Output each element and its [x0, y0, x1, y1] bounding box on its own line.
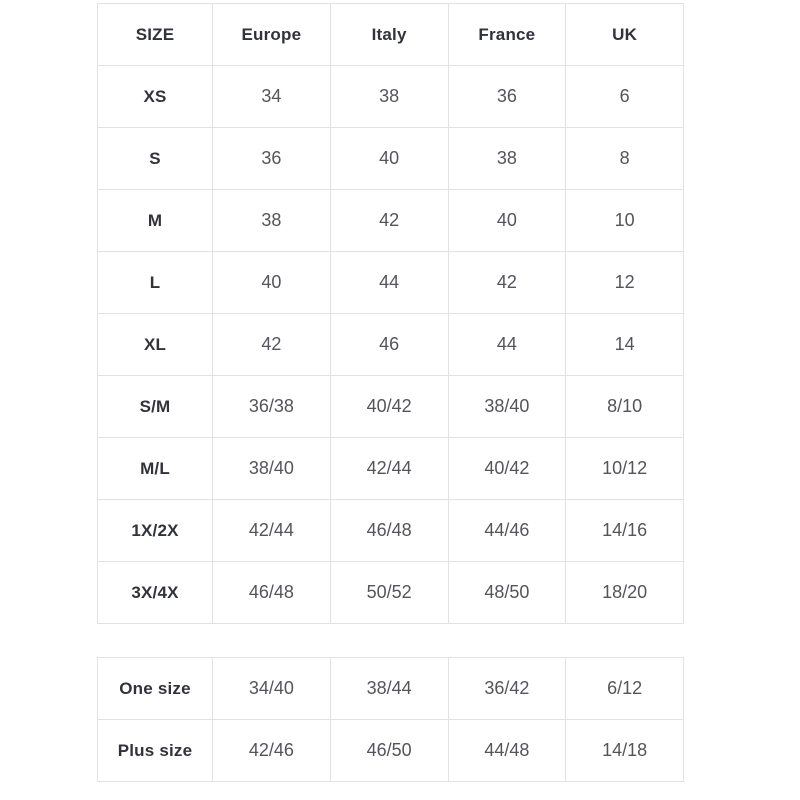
size-value-cell: 10/12	[566, 438, 684, 500]
header-cell-italy: Italy	[330, 4, 448, 66]
size-label-cell: L	[98, 252, 213, 314]
size-value-cell: 8	[566, 128, 684, 190]
header-cell-france: France	[448, 4, 566, 66]
size-conversion-table-header	[98, 4, 684, 66]
size-value-cell: 38	[213, 190, 331, 252]
size-value-cell: 8/10	[566, 376, 684, 438]
size-value-cell: 44/48	[448, 720, 566, 782]
size-value-cell: 18/20	[566, 562, 684, 624]
size-label-cell: XS	[98, 66, 213, 128]
size-value-cell: 42/44	[330, 438, 448, 500]
size-value-cell: 6/12	[566, 658, 684, 720]
size-value-cell: 36	[213, 128, 331, 190]
size-value-cell: 42	[330, 190, 448, 252]
size-value-cell: 36	[448, 66, 566, 128]
size-label-cell: S/M	[98, 376, 213, 438]
size-value-cell: 42/46	[213, 720, 331, 782]
size-label-cell: 3X/4X	[98, 562, 213, 624]
size-value-cell: 44	[330, 252, 448, 314]
size-value-cell: 40	[213, 252, 331, 314]
size-value-cell: 44/46	[448, 500, 566, 562]
table-row	[98, 190, 684, 252]
size-value-cell: 40/42	[448, 438, 566, 500]
size-value-cell: 34	[213, 66, 331, 128]
size-label-cell: M	[98, 190, 213, 252]
one-size-table	[97, 657, 684, 782]
size-value-cell: 40	[330, 128, 448, 190]
size-value-cell: 46/48	[330, 500, 448, 562]
size-label-cell: XL	[98, 314, 213, 376]
one-size-table-body	[98, 658, 684, 782]
size-label-cell: S	[98, 128, 213, 190]
table-row	[98, 314, 684, 376]
table-row	[98, 658, 684, 720]
size-conversion-table	[97, 3, 684, 624]
size-value-cell: 42/44	[213, 500, 331, 562]
header-cell-uk: UK	[566, 4, 684, 66]
size-value-cell: 14/18	[566, 720, 684, 782]
size-label-cell: 1X/2X	[98, 500, 213, 562]
size-value-cell: 42	[448, 252, 566, 314]
table-row	[98, 500, 684, 562]
size-conversion-table-body	[98, 66, 684, 624]
size-label-cell: M/L	[98, 438, 213, 500]
size-value-cell: 44	[448, 314, 566, 376]
size-value-cell: 14/16	[566, 500, 684, 562]
size-value-cell: 12	[566, 252, 684, 314]
size-label-cell: One size	[98, 658, 213, 720]
size-value-cell: 10	[566, 190, 684, 252]
header-cell-europe: Europe	[213, 4, 331, 66]
size-value-cell: 6	[566, 66, 684, 128]
size-value-cell: 48/50	[448, 562, 566, 624]
size-value-cell: 38/40	[448, 376, 566, 438]
size-value-cell: 46	[330, 314, 448, 376]
size-value-cell: 40/42	[330, 376, 448, 438]
size-value-cell: 50/52	[330, 562, 448, 624]
size-value-cell: 42	[213, 314, 331, 376]
size-value-cell: 46/50	[330, 720, 448, 782]
size-value-cell: 34/40	[213, 658, 331, 720]
table-row	[98, 128, 684, 190]
table-row	[98, 66, 684, 128]
table-row	[98, 562, 684, 624]
size-value-cell: 36/42	[448, 658, 566, 720]
size-chart	[97, 3, 684, 782]
size-value-cell: 38/40	[213, 438, 331, 500]
table-row	[98, 720, 684, 782]
size-value-cell: 38	[330, 66, 448, 128]
table-row	[98, 438, 684, 500]
size-value-cell: 38	[448, 128, 566, 190]
size-label-cell: Plus size	[98, 720, 213, 782]
size-value-cell: 14	[566, 314, 684, 376]
size-value-cell: 40	[448, 190, 566, 252]
header-cell-size: SIZE	[98, 4, 213, 66]
size-value-cell: 46/48	[213, 562, 331, 624]
table-row	[98, 376, 684, 438]
table-row	[98, 252, 684, 314]
size-value-cell: 36/38	[213, 376, 331, 438]
size-value-cell: 38/44	[330, 658, 448, 720]
header-row	[98, 4, 684, 66]
